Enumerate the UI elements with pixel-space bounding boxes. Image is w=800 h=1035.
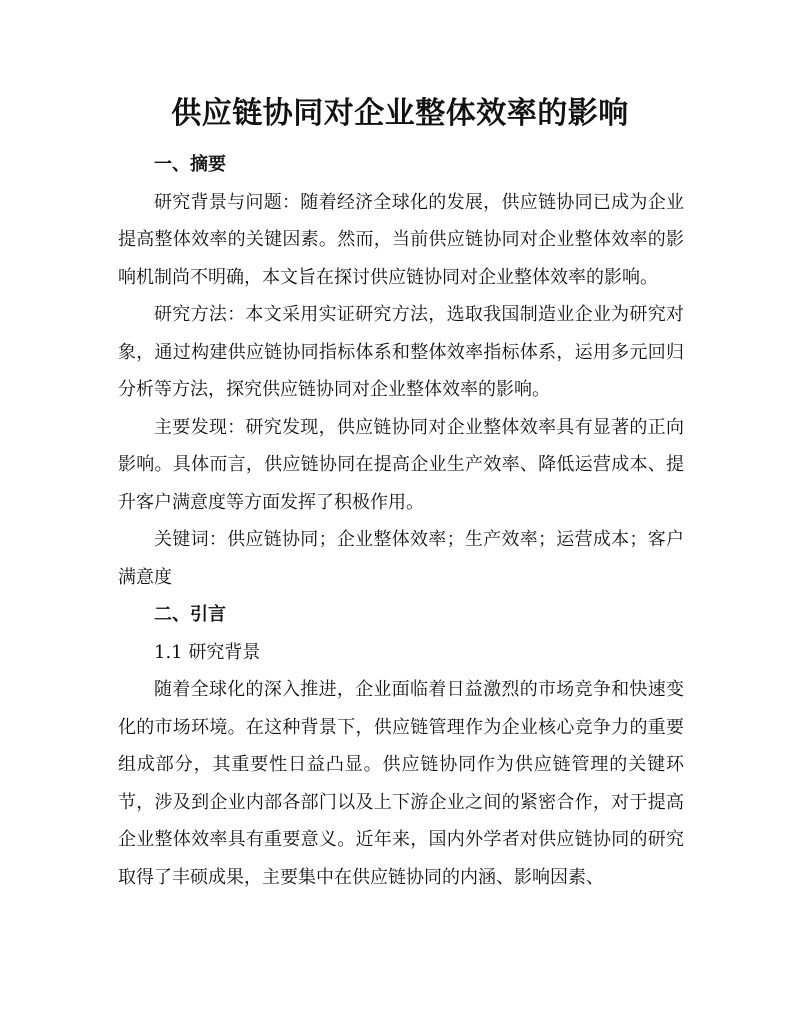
abstract-background-paragraph: 研究背景与问题：随着经济全球化的发展，供应链协同已成为企业提高整体效率的关键因素。然而，当前供应链协同对企业整体效率的影响机制尚不明确，本文旨在探讨供应链协同对企业整体效率的影响。 — [118, 191, 684, 288]
abstract-method-paragraph: 研究方法：本文采用实证研究方法，选取我国制造业企业为研究对象，通过构建供应链协同指标体系和整体效率指标体系，运用多元回归分析等方法，探究供应链协同对企业整体效率的影响。 — [118, 304, 684, 400]
document-title: 供应链协同对企业整体效率的影响 — [171, 96, 629, 131]
section-heading-abstract: 一、摘要 — [154, 154, 226, 175]
introduction-paragraph: 随着全球化的深入推进，企业面临着日益激烈的市场竞争和快速变化的市场环境。在这种背景下，供应链管理作为企业核心竞争力的重要组成部分，其重要性日益凸显。供应链协同作为供应链管理的关键环节，涉及到企业内部各部门以及上下游企业之间的紧密合作，对于提高企业整体效率具有重要意义。近年来，国内外学者对供应链协同的研究取得了丰硕成果，主要集中在供应链协同的内涵、影响因素、 — [118, 679, 684, 888]
abstract-keywords-paragraph: 关键词：供应链协同；企业整体效率；生产效率；运营成本；客户满意度 — [118, 529, 684, 588]
section-heading-introduction: 二、引言 — [154, 604, 226, 625]
subsection-heading-background: 1.1 研究背景 — [154, 641, 261, 663]
abstract-findings-paragraph: 主要发现：研究发现，供应链协同对企业整体效率具有显著的正向影响。具体而言，供应链协同在提高企业生产效率、降低运营成本、提升客户满意度等方面发挥了积极作用。 — [118, 416, 684, 513]
document-body — [118, 146, 684, 896]
